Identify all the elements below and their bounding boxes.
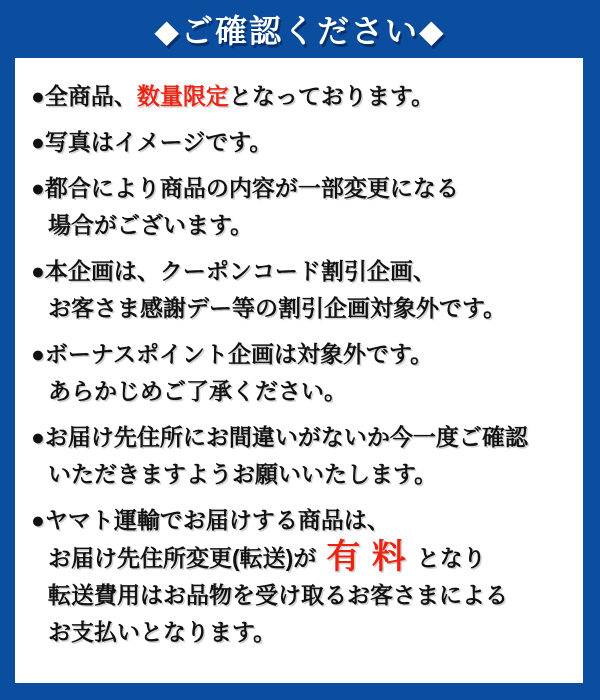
notice-line — [31, 170, 569, 207]
notice-item — [31, 124, 569, 161]
notice-item — [31, 502, 569, 651]
highlight-text: 有 料 — [326, 538, 407, 576]
notice-text: あらかじめご了承ください。 — [48, 378, 347, 404]
highlight-text: 数量限定 — [136, 83, 229, 109]
notice-item — [31, 336, 569, 410]
notice-text: お客さま感謝デー等の割引企画対象外です。 — [48, 295, 507, 321]
notice-line — [48, 207, 569, 244]
notice-line — [31, 502, 569, 539]
notice-line — [48, 577, 569, 614]
notice-item — [31, 253, 569, 327]
notice-line — [31, 78, 569, 115]
notice-item — [31, 78, 569, 115]
notice-line — [31, 124, 569, 161]
notice-line — [31, 419, 569, 456]
notice-text: となり — [416, 545, 486, 571]
notice-item — [31, 170, 569, 244]
notice-line — [48, 539, 569, 577]
notice-list — [31, 78, 569, 651]
notice-text: ●ヤマト運輸でお届けする商品は、 — [31, 507, 390, 533]
notice-line — [48, 614, 569, 651]
notice-text: ●全商品、 — [31, 83, 137, 109]
notice-text: 場合がございます。 — [48, 212, 254, 238]
notice-text: ●ボーナスポイント企画は対象外です。 — [31, 341, 434, 367]
notice-item — [31, 419, 569, 493]
banner-title: ◆ご確認ください◆ — [154, 13, 446, 49]
notice-line — [31, 253, 569, 290]
notice-panel — [15, 58, 583, 683]
notice-line — [48, 456, 569, 493]
notice-text: ●写真はイメージです。 — [31, 129, 273, 155]
notice-text: お支払いとなります。 — [48, 619, 277, 645]
notice-line — [48, 290, 569, 327]
notice-line — [48, 373, 569, 410]
notice-text: となっております。 — [228, 83, 435, 109]
notice-line — [31, 336, 569, 373]
notice-text: ●本企画は、クーポンコード割引企画、 — [31, 258, 436, 284]
notice-text: ●お届け先住所にお間違いがないか今一度ご確認 — [31, 424, 528, 450]
notice-text: お届け先住所変更(転送)が — [48, 545, 317, 571]
notice-text: 転送費用はお品物を受け取るお客さまによる — [48, 582, 508, 608]
notice-text: ●都合により商品の内容が一部変更になる — [31, 175, 459, 201]
banner-header — [0, 0, 600, 58]
notice-text: いただきますようお願いいたします。 — [48, 461, 438, 487]
